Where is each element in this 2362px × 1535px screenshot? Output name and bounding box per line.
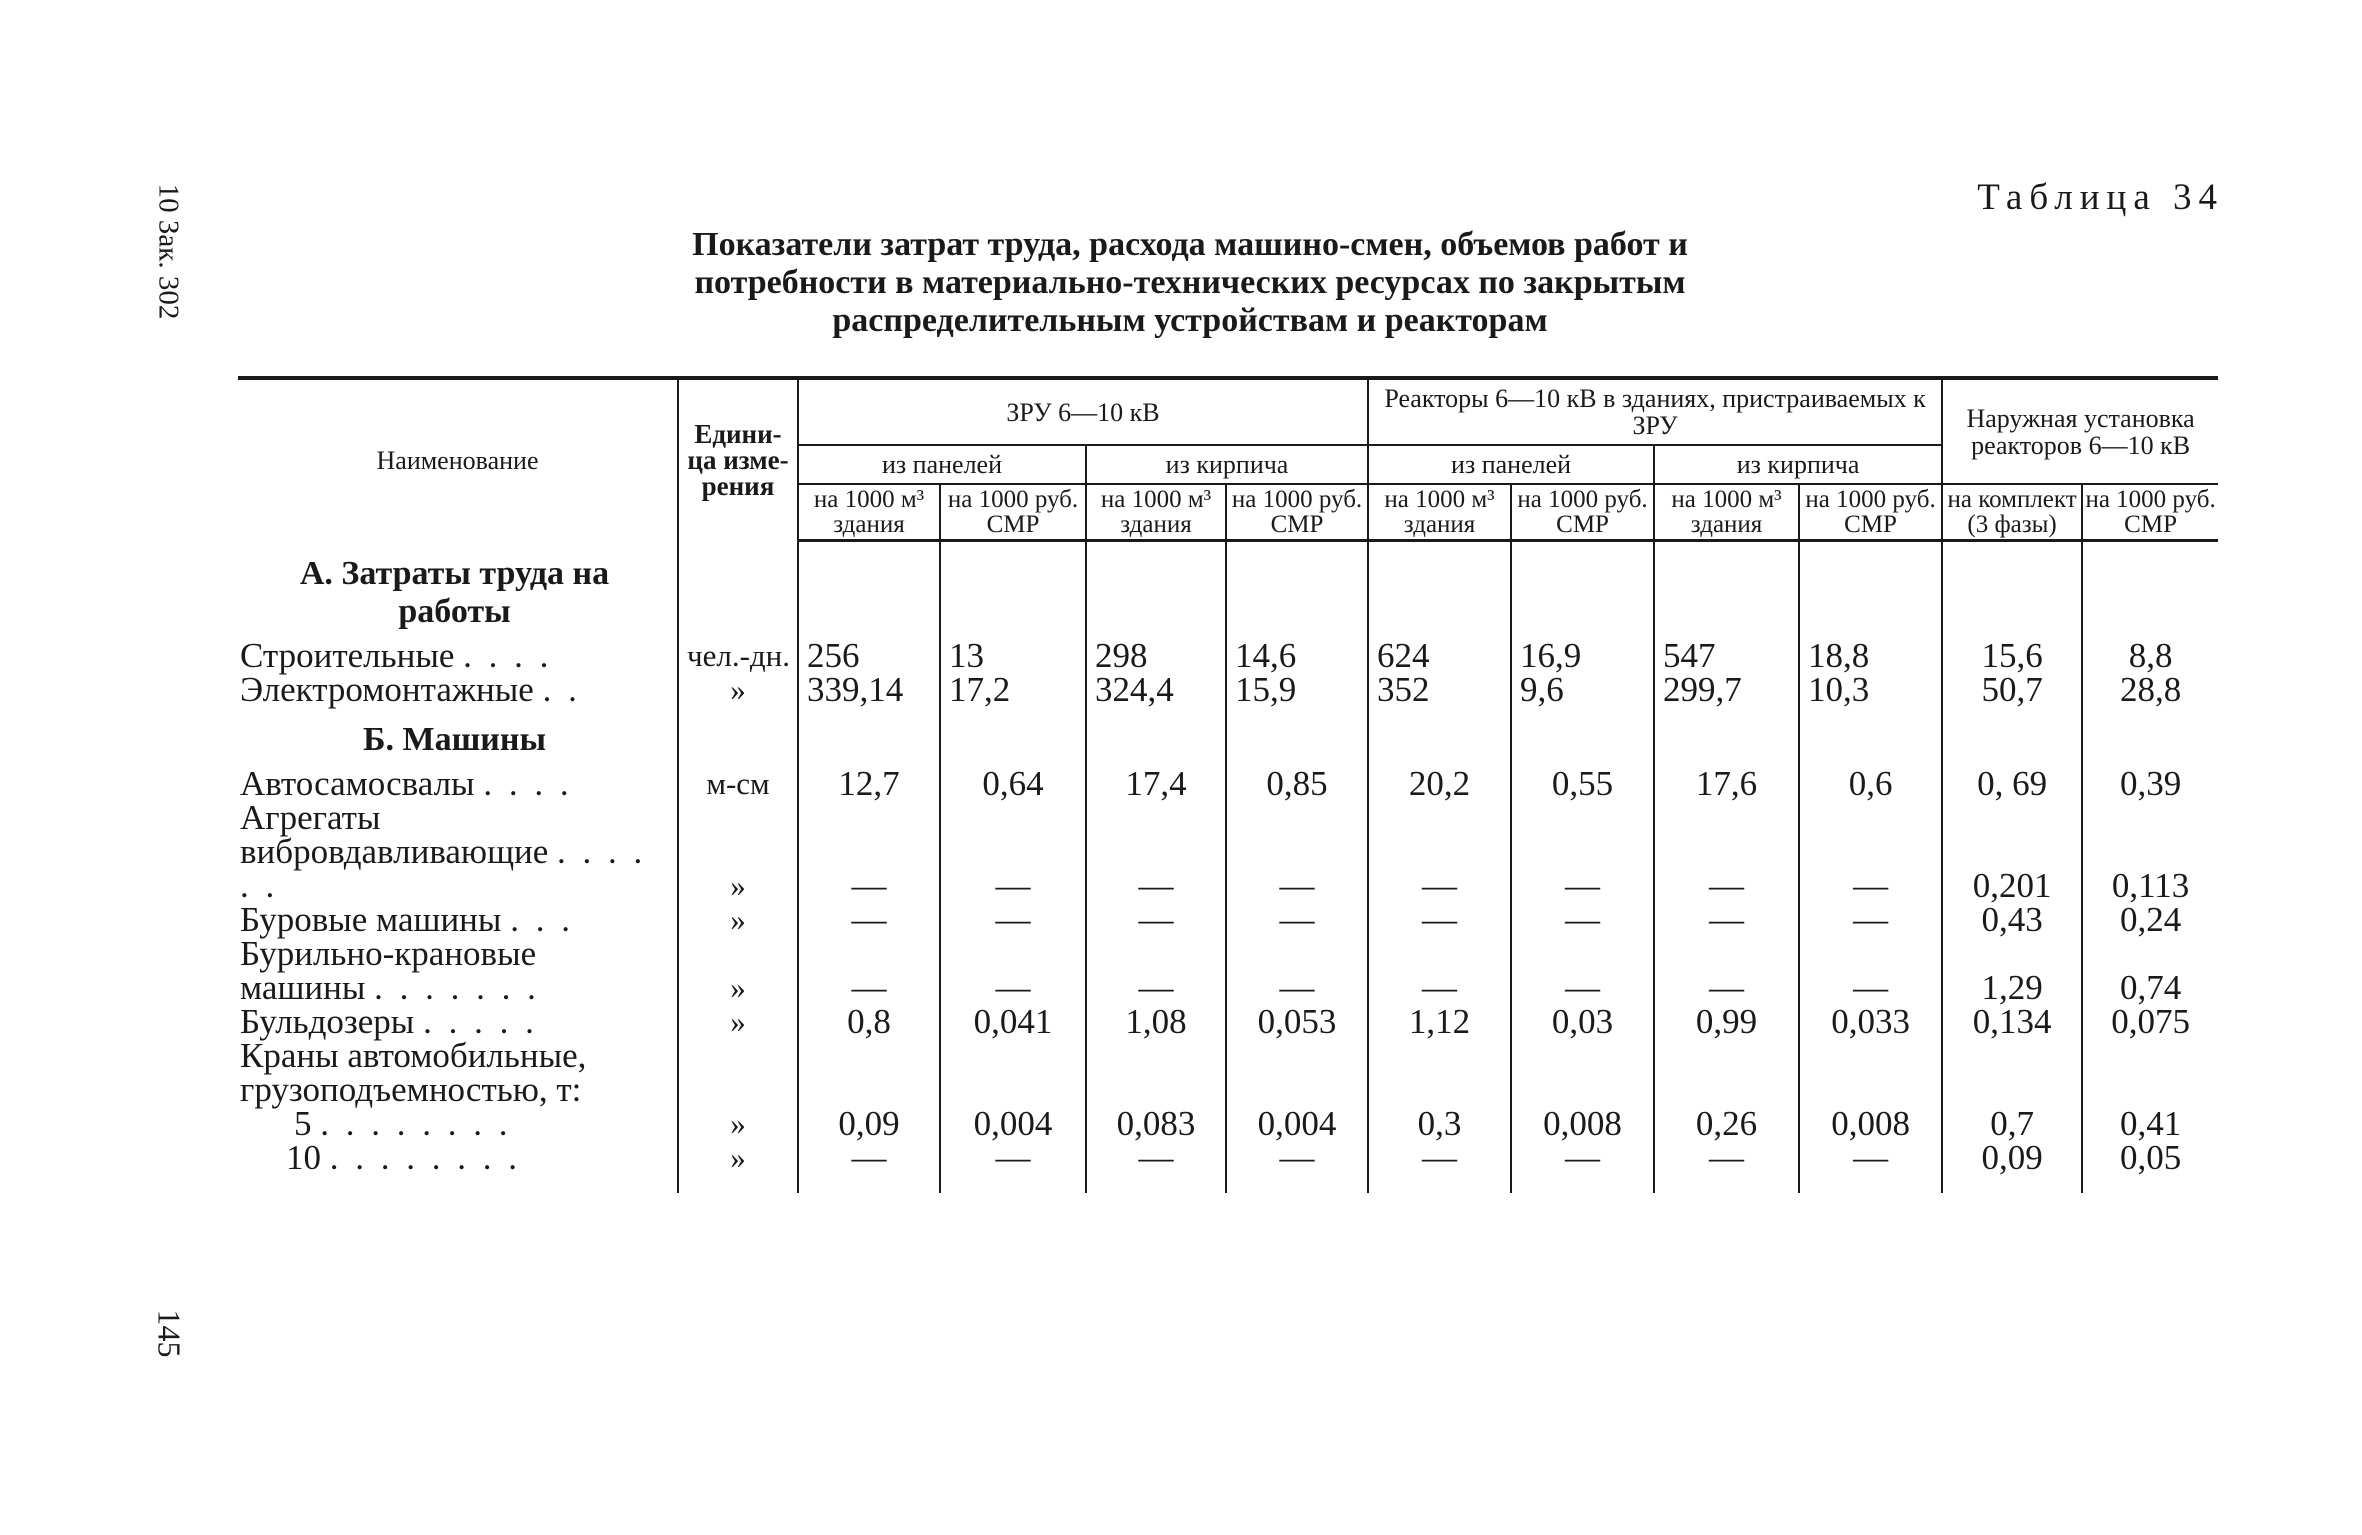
table-cell: — [798, 1141, 940, 1193]
table-cell: 15,9 [1226, 673, 1368, 707]
table-cell: — [1086, 801, 1226, 903]
row-name: Автосамосвалы . . . . [240, 763, 573, 803]
row-name: Краны автомобильные, грузоподъемностью, т: [240, 1035, 587, 1109]
table-cell: 0,24 [2082, 903, 2218, 937]
row-name: Электромонтажные . . [240, 669, 581, 709]
table-cell: — [1799, 937, 1942, 1005]
table-cell: — [1226, 801, 1368, 903]
table-cell: 299,7 [1654, 673, 1799, 707]
row-unit: м-см [678, 767, 798, 801]
table-cell: 0,113 [2082, 801, 2218, 903]
table-cell: — [940, 937, 1086, 1005]
table-cell: 0,43 [1942, 903, 2082, 937]
header-name: Наименование [376, 445, 539, 475]
table-cell: 324,4 [1086, 673, 1226, 707]
header-per-smr: на 1000 руб. СМР [1799, 484, 1942, 541]
table-cell: — [1368, 1141, 1511, 1193]
row-unit: чел.-дн. [678, 639, 798, 673]
table-cell: 1,08 [1086, 1005, 1226, 1039]
table-cell: 0,7 [1942, 1107, 2082, 1141]
table-row [238, 767, 2218, 801]
table-cell: 339,14 [798, 673, 940, 707]
table-cell: 0,09 [1942, 1141, 2082, 1193]
row-name: 5 . . . . . . . . [294, 1103, 512, 1143]
table-cell: 624 [1368, 639, 1511, 673]
table-cell: — [1799, 1141, 1942, 1193]
table-cell: 20,2 [1368, 767, 1511, 801]
table-cell: 0,053 [1226, 1005, 1368, 1039]
row-name: Строительные . . . . [240, 635, 553, 675]
table-cell: 50,7 [1942, 673, 2082, 707]
table-cell: 0,008 [1799, 1107, 1942, 1141]
table-cell: — [1086, 903, 1226, 937]
table-cell: 28,8 [2082, 673, 2218, 707]
header-per-smr: на 1000 руб. СМР [2082, 484, 2218, 541]
table-cell: — [1368, 801, 1511, 903]
table-cell: 0,39 [2082, 767, 2218, 801]
table-cell: — [1799, 903, 1942, 937]
table-cell: — [1368, 937, 1511, 1005]
data-table [238, 376, 2218, 1193]
table-cell: 0,033 [1799, 1005, 1942, 1039]
table-cell: — [1368, 903, 1511, 937]
table-cell: — [1654, 937, 1799, 1005]
table-row [238, 639, 2218, 673]
row-unit: » [678, 801, 798, 903]
table-cell: 1,12 [1368, 1005, 1511, 1039]
table-cell: 0,008 [1511, 1107, 1654, 1141]
table-cell: 0,64 [940, 767, 1086, 801]
header-sub-panels: из панелей [1368, 445, 1654, 484]
header-per-smr: на 1000 руб. СМР [940, 484, 1086, 541]
table-cell: — [798, 937, 940, 1005]
table-cell: 18,8 [1799, 639, 1942, 673]
header-group-zru: ЗРУ 6—10 кВ [798, 378, 1368, 445]
table-cell: 298 [1086, 639, 1226, 673]
table-cell: 0, 69 [1942, 767, 2082, 801]
table-row [238, 1039, 2218, 1107]
table-cell: 0,6 [1799, 767, 1942, 801]
row-unit: » [678, 903, 798, 937]
table-cell: 256 [798, 639, 940, 673]
table-row [238, 801, 2218, 903]
table-cell: 17,2 [940, 673, 1086, 707]
row-unit [678, 1039, 798, 1107]
table-cell: 17,4 [1086, 767, 1226, 801]
section-row [238, 541, 2218, 639]
table-cell: 17,6 [1654, 767, 1799, 801]
table-cell: 1,29 [1942, 937, 2082, 1005]
page-number: 145 [151, 1309, 188, 1358]
table-cell: 0,083 [1086, 1107, 1226, 1141]
table-cell: — [1654, 801, 1799, 903]
row-unit: » [678, 1107, 798, 1141]
header-per-building: на 1000 м³ здания [798, 484, 940, 541]
table-cell: 0,134 [1942, 1005, 2082, 1039]
table-cell: 0,55 [1511, 767, 1654, 801]
table-cell: 9,6 [1511, 673, 1654, 707]
header-per-building: на 1000 м³ здания [1368, 484, 1511, 541]
table-cell: 0,8 [798, 1005, 940, 1039]
title-line: распределительным устройствам и реакторам [832, 302, 1548, 339]
table-cell: — [1511, 903, 1654, 937]
table-cell: 0,3 [1368, 1107, 1511, 1141]
table-cell: 0,201 [1942, 801, 2082, 903]
table-cell: — [1511, 801, 1654, 903]
table-cell: 0,09 [798, 1107, 940, 1141]
header-per-building: на 1000 м³ здания [1654, 484, 1799, 541]
table-cell: 0,05 [2082, 1141, 2218, 1193]
header-per-set: на комплект (3 фазы) [1942, 484, 2082, 541]
table-cell: 14,6 [1226, 639, 1368, 673]
table-cell: — [798, 801, 940, 903]
section-title: А. Затраты труда на работы [299, 554, 610, 630]
table-cell: 0,041 [940, 1005, 1086, 1039]
row-name: Бульдозеры . . . . . [240, 1001, 538, 1041]
table-cell: 0,03 [1511, 1005, 1654, 1039]
section-title: Б. Машины [363, 720, 546, 758]
row-name: Агрегаты вибровдавливающие . . . . . . [240, 797, 647, 905]
header-group-outdoor: Наружная установка реакторов 6—10 кВ [1942, 378, 2218, 484]
table-cell: — [1226, 937, 1368, 1005]
table-cell: 13 [940, 639, 1086, 673]
header-per-building: на 1000 м³ здания [1086, 484, 1226, 541]
table-row [238, 1107, 2218, 1141]
table-row [238, 903, 2218, 937]
table-cell: — [940, 801, 1086, 903]
sheet-mark: 10 Зак. 302 [152, 183, 185, 320]
table-cell: 16,9 [1511, 639, 1654, 673]
row-name: 10 . . . . . . . . [286, 1137, 521, 1177]
table-row [238, 673, 2218, 707]
table-cell: 0,26 [1654, 1107, 1799, 1141]
table-cell: 8,8 [2082, 639, 2218, 673]
table-cell: — [1654, 903, 1799, 937]
page-title [540, 226, 1840, 340]
row-name: Бурильно-крановые машины . . . . . . . [240, 933, 540, 1007]
table-row [238, 1005, 2218, 1039]
table-cell: 0,075 [2082, 1005, 2218, 1039]
table-row [238, 937, 2218, 1005]
table-cell: — [798, 903, 940, 937]
table-cell: 352 [1368, 673, 1511, 707]
table-cell: — [1226, 903, 1368, 937]
table-cell: 12,7 [798, 767, 940, 801]
table-cell: — [1511, 1141, 1654, 1193]
table-cell: 0,004 [1226, 1107, 1368, 1141]
header-sub-brick: из кирпича [1654, 445, 1942, 484]
title-line: Показатели затрат труда, расхода машино-смен, объемов работ и [692, 226, 1688, 263]
table-cell: 0,99 [1654, 1005, 1799, 1039]
header-sub-panels: из панелей [798, 445, 1086, 484]
table-cell: 0,004 [940, 1107, 1086, 1141]
row-unit: » [678, 937, 798, 1005]
table-row [238, 1141, 2218, 1193]
table-cell: — [1799, 801, 1942, 903]
header-unit: Едини-ца изме-рения [678, 378, 798, 541]
row-unit: » [678, 1141, 798, 1193]
header-group-reactors: Реакторы 6—10 кВ в зданиях, пристраиваемых к ЗРУ [1368, 378, 1942, 445]
table-cell: — [940, 903, 1086, 937]
row-unit: » [678, 1005, 798, 1039]
table-cell: — [940, 1141, 1086, 1193]
table-cell: — [1086, 937, 1226, 1005]
table-cell: 10,3 [1799, 673, 1942, 707]
table-cell: — [1086, 1141, 1226, 1193]
table-cell: 0,41 [2082, 1107, 2218, 1141]
table-cell: 0,85 [1226, 767, 1368, 801]
table-cell: 15,6 [1942, 639, 2082, 673]
table-cell: — [1654, 1141, 1799, 1193]
header-per-smr: на 1000 руб. СМР [1226, 484, 1368, 541]
section-row [238, 707, 2218, 767]
table-cell: — [1511, 937, 1654, 1005]
title-line: потребности в материально-технических ресурсах по закрытым [694, 264, 1686, 301]
table-cell: — [1226, 1141, 1368, 1193]
row-name: Буровые машины . . . [240, 899, 574, 939]
row-unit: » [678, 673, 798, 707]
header-sub-brick: из кирпича [1086, 445, 1368, 484]
table-label: Таблица 34 [1977, 177, 2224, 218]
table-cell: 547 [1654, 639, 1799, 673]
table-cell: 0,74 [2082, 937, 2218, 1005]
header-per-smr: на 1000 руб. СМР [1511, 484, 1654, 541]
